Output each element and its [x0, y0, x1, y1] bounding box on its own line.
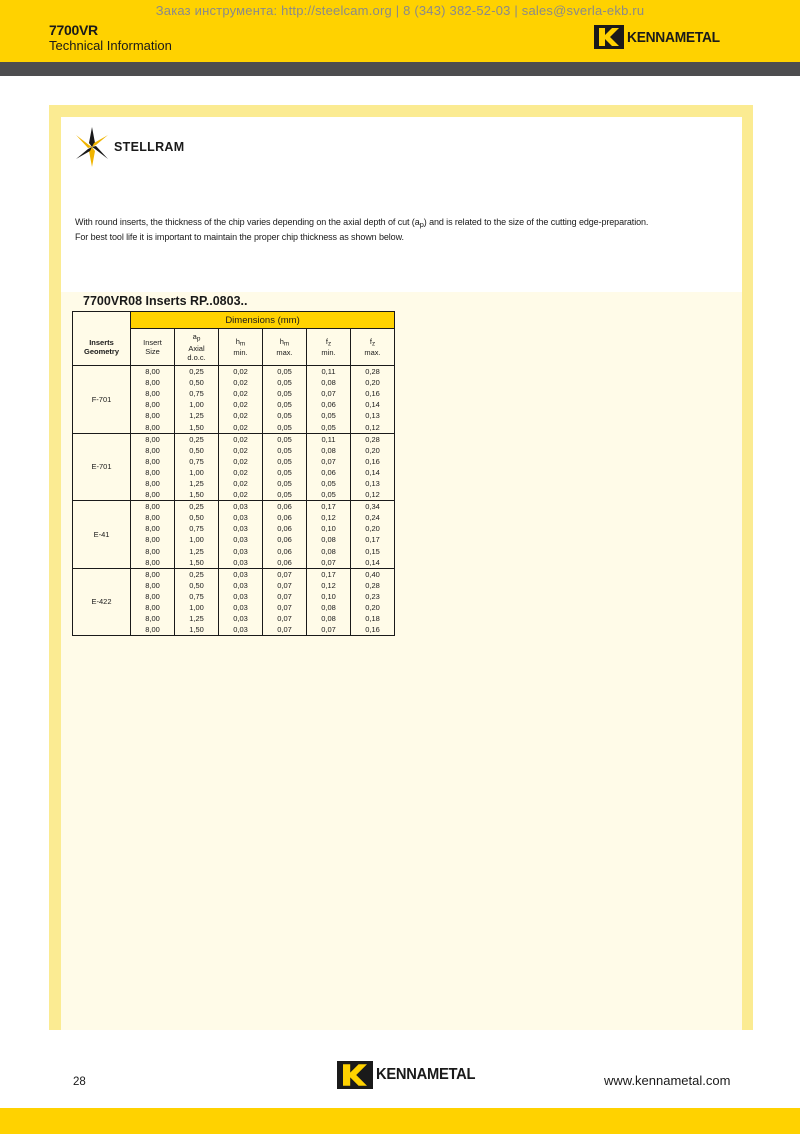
table-cell: 0,20: [351, 445, 395, 456]
table-cell: 1,00: [175, 467, 219, 478]
table-cell: 0,08: [307, 546, 351, 557]
col-header-fz-max: $f_z$ max.: [351, 329, 395, 366]
table-cell: 0,06: [263, 512, 307, 523]
col-header-ap: $a_p$ Axial d.o.c.: [175, 329, 219, 366]
table-cell: 0,34: [351, 501, 395, 513]
table-cell: 0,07: [263, 613, 307, 624]
table-cell: 0,14: [351, 557, 395, 569]
table-cell: 0,50: [175, 580, 219, 591]
table-cell: 0,05: [263, 445, 307, 456]
section-title: Technical Information: [49, 38, 172, 53]
table-cell: 0,28: [351, 366, 395, 378]
table-cell: 1,50: [175, 421, 219, 433]
table-cell: 0,20: [351, 377, 395, 388]
table-cell: 8,00: [131, 399, 175, 410]
table-cell: 0,06: [263, 501, 307, 513]
footer-band: [0, 1108, 800, 1134]
geometry-cell: E-422: [73, 568, 131, 636]
table-cell: 0,03: [219, 602, 263, 613]
stellram-wordmark: STELLRAM: [114, 140, 185, 154]
table-cell: 0,14: [351, 467, 395, 478]
table-cell: 0,05: [307, 421, 351, 433]
table-cell: 0,06: [263, 546, 307, 557]
table-cell: 0,75: [175, 523, 219, 534]
table-cell: 8,00: [131, 377, 175, 388]
table-title: 7700VR08 Inserts RP..0803..: [83, 294, 248, 308]
table-cell: 0,25: [175, 501, 219, 513]
intro-line-2: For best tool life it is important to maintain the proper chip thickness as shown below.: [75, 231, 404, 242]
table-cell: 0,03: [219, 546, 263, 557]
col-header-hm-min: $h_m$ min.: [219, 329, 263, 366]
table-cell: 0,07: [307, 557, 351, 569]
table-cell: 0,03: [219, 591, 263, 602]
table-cell: 0,20: [351, 602, 395, 613]
table-cell: 0,05: [307, 489, 351, 501]
header-dark-stripe: [0, 62, 800, 76]
table-cell: 0,07: [263, 591, 307, 602]
table-cell: 1,25: [175, 478, 219, 489]
table-cell: 0,14: [351, 399, 395, 410]
table-cell: 8,00: [131, 602, 175, 613]
table-cell: 0,12: [307, 580, 351, 591]
col-header-insert-size: Insert Size: [131, 329, 175, 366]
table-cell: 0,50: [175, 445, 219, 456]
col-header-fz-min: $f_z$ min.: [307, 329, 351, 366]
intro-line-1: With round inserts, the thickness of the chip varies depending on the axial depth of cut $(a_p)$ and is related to the size of the cutting edge-preparation.: [75, 217, 649, 229]
table-cell: 0,06: [307, 467, 351, 478]
table-row: [73, 433, 395, 445]
table-cell: 0,40: [351, 568, 395, 580]
table-cell: 0,23: [351, 591, 395, 602]
table-cell: 0,05: [263, 421, 307, 433]
table-cell: 0,05: [263, 410, 307, 421]
table-cell: 0,05: [263, 489, 307, 501]
table-cell: 1,50: [175, 557, 219, 569]
table-cell: 0,08: [307, 613, 351, 624]
table-cell: 1,50: [175, 624, 219, 636]
col-header-hm-max: $h_m$ max.: [263, 329, 307, 366]
table-cell: 0,02: [219, 467, 263, 478]
table-cell: 0,05: [263, 388, 307, 399]
table-cell: 0,08: [307, 377, 351, 388]
table-cell: 0,11: [307, 366, 351, 378]
table-cell: 0,24: [351, 512, 395, 523]
table-cell: 0,02: [219, 399, 263, 410]
table-cell: 0,75: [175, 456, 219, 467]
table-cell: 0,12: [351, 489, 395, 501]
table-cell: 0,17: [307, 501, 351, 513]
table-cell: 0,28: [351, 433, 395, 445]
website-link[interactable]: www.kennametal.com: [604, 1073, 731, 1088]
table-cell: 0,05: [263, 456, 307, 467]
table-cell: 0,03: [219, 568, 263, 580]
table-cell: 0,02: [219, 445, 263, 456]
table-cell: 8,00: [131, 523, 175, 534]
table-cell: 0,07: [263, 568, 307, 580]
table-cell: 0,11: [307, 433, 351, 445]
table-cell: 1,25: [175, 410, 219, 421]
table-cell: 0,02: [219, 410, 263, 421]
table-cell: 0,03: [219, 523, 263, 534]
geometry-cell: E-41: [73, 501, 131, 569]
table-cell: 0,03: [219, 580, 263, 591]
table-cell: 8,00: [131, 501, 175, 513]
table-cell: 8,00: [131, 489, 175, 501]
table-cell: 0,17: [351, 534, 395, 545]
table-cell: 0,10: [307, 523, 351, 534]
table-cell: 8,00: [131, 421, 175, 433]
table-cell: 0,02: [219, 388, 263, 399]
table-cell: 8,00: [131, 546, 175, 557]
table-cell: 0,05: [263, 467, 307, 478]
table-cell: 0,75: [175, 591, 219, 602]
table-cell: 0,16: [351, 624, 395, 636]
table-cell: 8,00: [131, 512, 175, 523]
table-cell: 0,06: [263, 523, 307, 534]
product-title: 7700VR: [49, 22, 98, 38]
table-cell: 0,15: [351, 546, 395, 557]
table-body: [73, 366, 395, 636]
table-cell: 0,02: [219, 366, 263, 378]
geometry-cell: E-701: [73, 433, 131, 501]
table-cell: 8,00: [131, 388, 175, 399]
table-cell: 0,08: [307, 445, 351, 456]
table-cell: 0,05: [263, 399, 307, 410]
table-cell: 0,28: [351, 580, 395, 591]
table-cell: 0,07: [263, 624, 307, 636]
table-cell: 0,07: [263, 580, 307, 591]
stellram-star-icon: [74, 125, 110, 169]
table-cell: 0,16: [351, 388, 395, 399]
table-cell: 0,05: [263, 433, 307, 445]
dimensions-header: Dimensions (mm): [131, 312, 395, 329]
geometry-cell: F-701: [73, 366, 131, 434]
table-cell: 8,00: [131, 613, 175, 624]
table-cell: 8,00: [131, 467, 175, 478]
table-cell: 8,00: [131, 568, 175, 580]
table-cell: 8,00: [131, 478, 175, 489]
table-cell: 0,12: [351, 421, 395, 433]
table-cell: 0,25: [175, 568, 219, 580]
table-cell: 0,05: [307, 410, 351, 421]
table-cell: 8,00: [131, 366, 175, 378]
table-cell: 8,00: [131, 410, 175, 421]
table-cell: 0,02: [219, 433, 263, 445]
table-cell: 8,00: [131, 445, 175, 456]
table-cell: 0,50: [175, 512, 219, 523]
table-row: [73, 366, 395, 378]
table-cell: 0,12: [307, 512, 351, 523]
table-cell: 0,10: [307, 591, 351, 602]
table-cell: 0,17: [307, 568, 351, 580]
table-cell: 0,25: [175, 433, 219, 445]
table-cell: 0,50: [175, 377, 219, 388]
table-cell: 8,00: [131, 433, 175, 445]
table-cell: 0,07: [307, 624, 351, 636]
table-cell: 0,16: [351, 456, 395, 467]
col-header-geometry: Inserts Geometry: [73, 329, 131, 366]
table-cell: 1,00: [175, 534, 219, 545]
table-cell: 0,03: [219, 624, 263, 636]
table-cell: 1,25: [175, 613, 219, 624]
table-cell: 8,00: [131, 557, 175, 569]
kennametal-logo-footer: [337, 1061, 484, 1089]
table-cell: 1,00: [175, 602, 219, 613]
page-number: 28: [73, 1076, 86, 1088]
table-cell: 0,06: [307, 399, 351, 410]
kennametal-wordmark: KENNAMETAL: [627, 28, 720, 46]
order-contact-line: Заказ инструмента: http://steelcam.org | 8 (343) 382-52-03 | sales@sverla-ekb.ru: [155, 3, 645, 18]
table-cell: 0,13: [351, 478, 395, 489]
table-cell: 0,03: [219, 512, 263, 523]
table-cell: 0,05: [263, 478, 307, 489]
table-row: [73, 501, 395, 513]
table-cell: 8,00: [131, 580, 175, 591]
kennametal-k-icon: [337, 1061, 373, 1089]
table-cell: 0,08: [307, 534, 351, 545]
table-cell: 0,05: [307, 478, 351, 489]
kennametal-logo-header: [594, 25, 728, 49]
table-cell: 0,08: [307, 602, 351, 613]
table-cell: 1,25: [175, 546, 219, 557]
table-cell: 8,00: [131, 624, 175, 636]
chip-thickness-table: [72, 311, 395, 636]
table-cell: 8,00: [131, 591, 175, 602]
table-cell: 0,06: [263, 534, 307, 545]
table-cell: 1,50: [175, 489, 219, 501]
kennametal-wordmark: KENNAMETAL: [376, 1066, 476, 1083]
table-cell: 0,02: [219, 478, 263, 489]
table-cell: 0,18: [351, 613, 395, 624]
table-cell: 0,25: [175, 366, 219, 378]
table-cell: 0,07: [263, 602, 307, 613]
table-row: [73, 568, 395, 580]
table-cell: 0,75: [175, 388, 219, 399]
intro-paragraph: [75, 216, 735, 244]
table-cell: 8,00: [131, 534, 175, 545]
table-cell: 0,20: [351, 523, 395, 534]
table-cell: 0,06: [263, 557, 307, 569]
table-cell: 0,07: [307, 456, 351, 467]
table-cell: 0,05: [263, 366, 307, 378]
table-cell: 1,00: [175, 399, 219, 410]
table-cell: 0,02: [219, 456, 263, 467]
table-cell: 0,02: [219, 489, 263, 501]
table-cell: 0,03: [219, 501, 263, 513]
table-cell: 0,03: [219, 613, 263, 624]
table-cell: 0,07: [307, 388, 351, 399]
table-cell: 0,02: [219, 421, 263, 433]
table-cell: 0,03: [219, 534, 263, 545]
stellram-logo: [74, 125, 184, 169]
table-cell: 0,02: [219, 377, 263, 388]
table-cell: 0,05: [263, 377, 307, 388]
corner-cell: [73, 312, 131, 329]
kennametal-k-icon: [594, 25, 624, 49]
table-cell: 8,00: [131, 456, 175, 467]
table-cell: 0,13: [351, 410, 395, 421]
table-cell: 0,03: [219, 557, 263, 569]
